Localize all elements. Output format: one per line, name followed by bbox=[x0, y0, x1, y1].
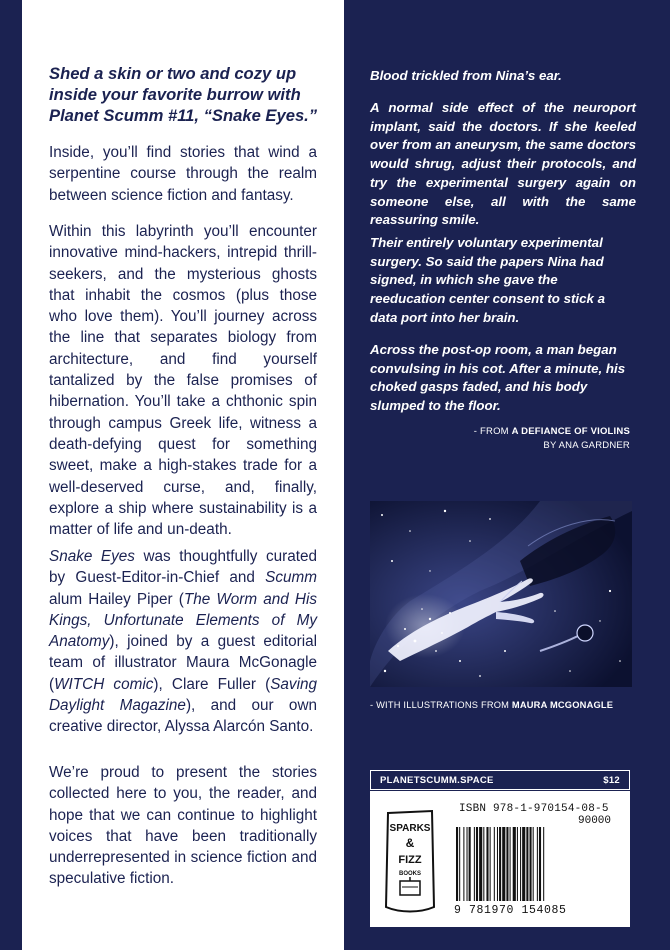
barcode-bar bbox=[530, 827, 532, 901]
barcode-bar bbox=[506, 827, 508, 901]
title-witch-comic: WITCH comic bbox=[54, 675, 154, 693]
curation-paragraph bbox=[49, 546, 317, 738]
barcode-bar bbox=[459, 827, 460, 901]
barcode-price-code: 90000 bbox=[578, 815, 612, 827]
barcode-bar bbox=[497, 827, 498, 901]
intro-paragraph: Inside, you’ll find stories that wind a serpentine course through the realm between science fiction and fantasy. bbox=[49, 144, 317, 204]
barcode-number: 9 781970 154085 bbox=[454, 904, 567, 917]
title-scumm: Scumm bbox=[265, 569, 317, 587]
barcode-bar bbox=[520, 827, 521, 901]
title-piper-works: The Worm and His Kings, Unfortunate Elements of My Anatomy bbox=[49, 590, 317, 651]
barcode-bar bbox=[526, 827, 528, 901]
title-saving-daylight: Saving Daylight Magazine bbox=[49, 675, 317, 715]
barcode-bar bbox=[543, 827, 544, 901]
credit-author: BY ANA GARDNER bbox=[543, 440, 630, 451]
barcode-bar bbox=[502, 827, 505, 901]
barcode-bar bbox=[510, 827, 511, 901]
illustrator-name: MAURA MCGONAGLE bbox=[511, 700, 614, 710]
logo-text-books: BOOKS bbox=[398, 871, 422, 877]
barcode-bar bbox=[537, 827, 538, 901]
curation-text-1: was thoughtfully curated by Guest-Editor-in-Chief and bbox=[49, 548, 317, 587]
labyrinth-paragraph: Within this labyrinth you’ll encounter innovative mind-hackers, intrepid thrill-seekers, and the mysterious ghosts that inhabit the cosmos (plus those who love them). You’ll journey across the line that separates biology from architecture, and find yourself tantalized by the false promises of hibernation. You’ll take a chthonic spin through campus Greek life, witness a death-defying quest for something sweet, make a high-stakes trade for a well-deserved curse, and, finally, explore a ship where sustainability is a matter of life and un-death. bbox=[49, 223, 317, 539]
title-snake-eyes: Snake Eyes bbox=[49, 548, 135, 565]
barcode-bar bbox=[522, 827, 525, 901]
excerpt-credit bbox=[400, 425, 630, 453]
barcode-bar bbox=[467, 827, 468, 901]
barcode-panel bbox=[370, 791, 630, 927]
excerpt-paragraph-4: Across the post-op room, a man began convulsing in his cot. After a minute, his choked gasps faded, and his body slumped to the floor. bbox=[370, 342, 626, 414]
barcode-bar bbox=[483, 827, 484, 901]
logo-text-ampersand: & bbox=[405, 836, 415, 850]
barcode-bar bbox=[476, 827, 478, 901]
barcode-bar bbox=[486, 827, 488, 901]
hand-and-comet-illustration bbox=[370, 501, 632, 687]
barcode-bar bbox=[539, 827, 541, 901]
illustration-credit bbox=[370, 700, 632, 710]
barcode-bar bbox=[499, 827, 501, 901]
curation-text-2: alum Hailey Piper ( bbox=[49, 590, 184, 608]
lead-paragraph: Shed a skin or two and cozy up inside your favorite burrow with Planet Scumm #11, “Snake Eyes.” bbox=[49, 64, 318, 125]
closing-paragraph: We’re proud to present the stories collected here to you, the reader, and hope that we can continue to highlight voices that have been traditionally underrepresented in science fiction and speculative fiction. bbox=[49, 764, 317, 888]
credit-prefix: - FROM bbox=[473, 426, 512, 437]
sparks-and-fizz-books-logo bbox=[382, 807, 438, 915]
logo-text-sparks: SPARKS bbox=[389, 823, 431, 834]
barcode-bar bbox=[456, 827, 458, 901]
credit-story-title: A DEFIANCE OF VIOLINS bbox=[511, 426, 630, 437]
barcode-bar bbox=[513, 827, 516, 901]
isbn-barcode bbox=[456, 827, 621, 901]
isbn-text: ISBN 978-1-970154-08-5 bbox=[459, 803, 609, 815]
logo-text-fizz: FIZZ bbox=[398, 854, 422, 866]
price-label: $12 bbox=[603, 775, 620, 786]
curation-text-5: ), and our own creative director, Alyssa Alarcón Santo. bbox=[49, 697, 317, 736]
barcode-bar bbox=[474, 827, 475, 901]
barcode-bar bbox=[533, 827, 534, 901]
left-edge-stripe bbox=[0, 0, 22, 950]
barcode-bar bbox=[517, 827, 518, 901]
barcode-bar bbox=[479, 827, 482, 901]
excerpt-paragraph-2: A normal side effect of the neuroport implant, said the doctors. If she keeled over from an aneurysm, the same doctors would shrug, adjust their protocols, and try the experimental surgery again on someone else, all with the same reassuring smile. bbox=[370, 100, 636, 228]
website-price-bar bbox=[370, 770, 630, 790]
barcode-bar bbox=[463, 827, 464, 901]
curation-text-4: ), Clare Fuller ( bbox=[153, 675, 271, 693]
barcode-bar bbox=[490, 827, 491, 901]
website-url[interactable]: PLANETSCUMM.SPACE bbox=[380, 775, 494, 786]
barcode-bar bbox=[494, 827, 495, 901]
illustration-credit-prefix: - WITH ILLUSTRATIONS FROM bbox=[370, 700, 512, 710]
excerpt-paragraph-1: Blood trickled from Nina’s ear. bbox=[370, 68, 562, 83]
curation-text-3: ), joined by a guest editorial team of illustrator Maura McGonagle ( bbox=[49, 633, 317, 693]
excerpt-paragraph-3: Their entirely voluntary experimental surgery. So said the papers Nina had signed, in which she gave the reeducation center consent to stick a data port into her brain. bbox=[370, 235, 605, 325]
barcode-bar bbox=[469, 827, 471, 901]
